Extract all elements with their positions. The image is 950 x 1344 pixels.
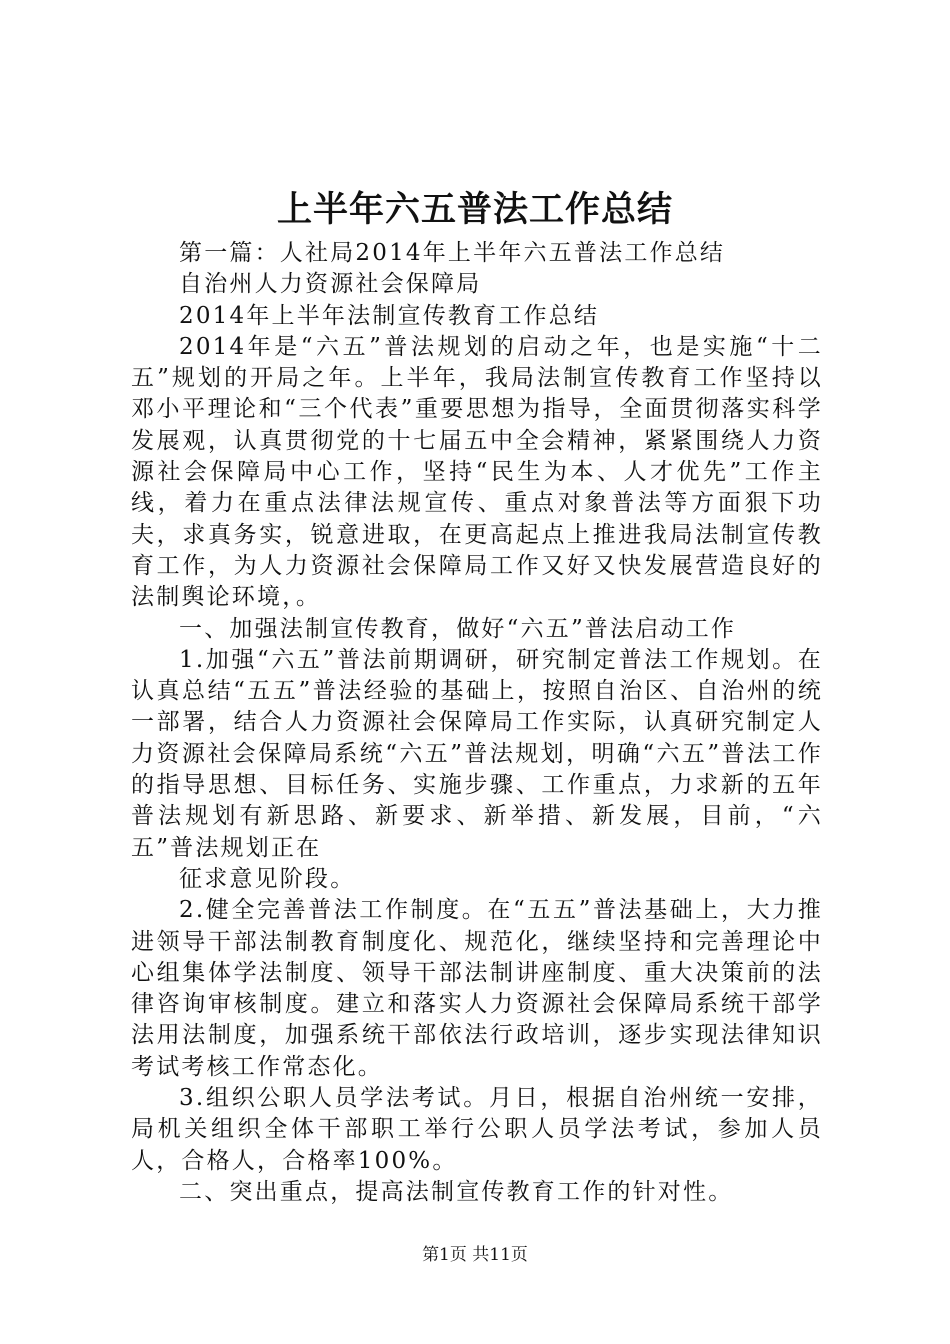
paragraph-section-two: 二、突出重点，提高法制宣传教育工作的针对性。 [179, 1178, 734, 1205]
document-title: 上半年六五普法工作总结 [276, 189, 673, 230]
paragraph-item-one: 1.加强“六五”普法前期调研，研究制定普法工作规划。在认真总结“五五”普法经验的基础上，按照自治区、自治州的统一部署，结合人力资源社会保障局工作实际，认真研究制定人力资源社会保障局系统“六五”普法规划，明确“六五”普法工作的指导思想、目标任务、实施步骤、工作重点，力求新的五年普法规划有新思路、新要求、新举措、新发展，目前，“六五”普法规划正在 [131, 646, 823, 861]
paragraph-item-two: 2.健全完善普法工作制度。在“五五”普法基础上，大力推进领导干部法制教育制度化、规范化，继续坚持和完善理论中心组集体学法制度、领导干部法制讲座制度、重大决策前的法律咨询审核制度。建立和落实人力资源社会保障局系统干部学法用法制度，加强系统干部依法行政培训，逐步实现法律知识考试考核工作常态化。 [131, 897, 823, 1080]
paragraph-intro: 2014年是“六五”普法规划的启动之年，也是实施“十二五”规划的开局之年。上半年，我局法制宣传教育工作坚持以邓小平理论和“三个代表”重要思想为指导，全面贯彻落实科学发展观，认真贯彻党的十七届五中全会精神，紧紧围绕人力资源社会保障局中心工作，坚持“民生为本、人才优先”工作主线，着力在重点法律法规宣传、重点对象普法等方面狠下功夫，求真务实，锐意进取，在更高起点上推进我局法制宣传教育工作，为人力资源社会保障局工作又好又快发展营造良好的法制舆论环境，。 [131, 333, 823, 611]
paragraph-heading-part-one: 第一篇：人社局2014年上半年六五普法工作总结 [179, 240, 726, 266]
document-body [131, 238, 823, 1208]
paragraph-organization: 自治州人力资源社会保障局 [179, 271, 482, 298]
paragraph-item-one-continued: 征求意见阶段。 [179, 865, 356, 892]
page-number-footer: 第1页 共11页 [422, 1245, 528, 1265]
paragraph-section-one: 一、加强法制宣传教育，做好“六五”普法启动工作 [179, 615, 737, 642]
paragraph-item-three: 3.组织公职人员学法考试。月日，根据自治州统一安排，局机关组织全体干部职工举行公职人员学法考试，参加人员人，合格人，合格率100%。 [131, 1085, 823, 1174]
paragraph-subtitle: 2014年上半年法制宣传教育工作总结 [179, 302, 600, 329]
